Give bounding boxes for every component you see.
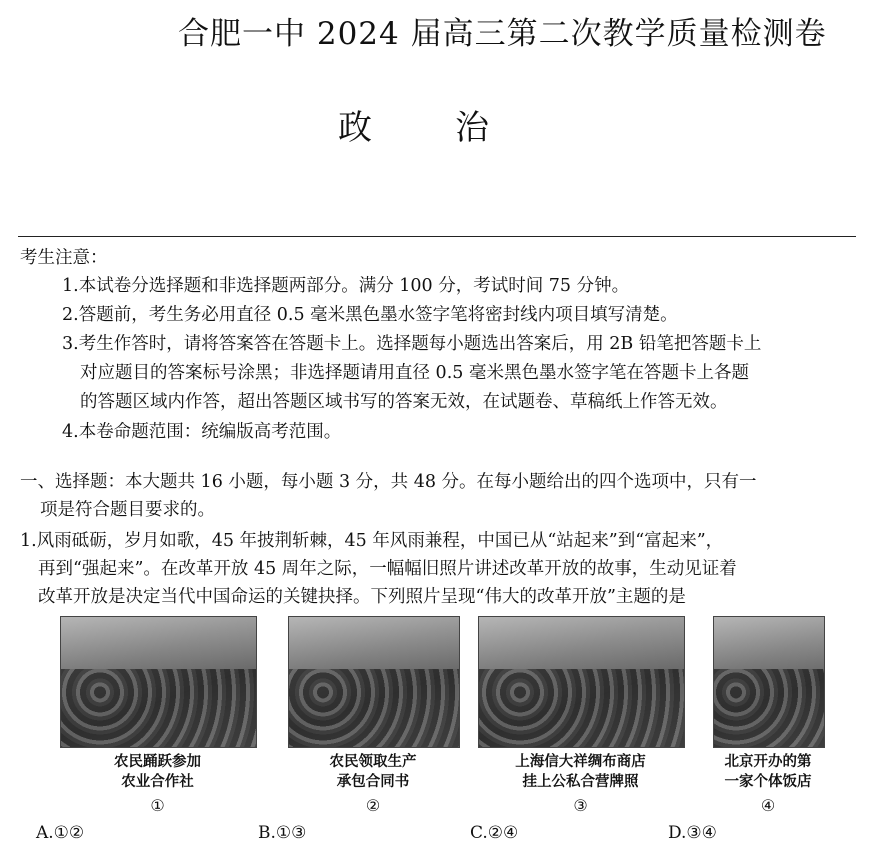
photo-2-caption xyxy=(288,752,458,792)
section-heading-line2: 项是符合题目要求的。 xyxy=(40,500,215,520)
section-heading-line1: 一、选择题：本大题共 16 小题，每小题 3 分，共 48 分。在每小题给出的四个选项中，只有一 xyxy=(20,472,757,492)
notice-item-3-cont-1: 对应题目的答案标号涂黑；非选择题请用直径 0.5 毫米黑色墨水签字笔在答题卡上各题 xyxy=(80,363,749,383)
photo-4-caption-line1: 北京开办的第 xyxy=(724,754,812,770)
photo-3-caption-line2: 挂上公私合营牌照 xyxy=(522,774,639,790)
photo-1-cooperative xyxy=(60,616,257,748)
option-b[interactable]: B.①③ xyxy=(258,823,307,843)
photo-3-caption xyxy=(478,752,683,792)
photo-3-number: ③ xyxy=(573,796,588,815)
photo-2-caption-line1: 农民领取生产 xyxy=(329,754,417,770)
subject-char-1: 政 xyxy=(338,108,372,148)
photo-4-restaurant xyxy=(713,616,825,748)
photo-1-caption-line2: 农业合作社 xyxy=(121,774,194,790)
photo-3-shop xyxy=(478,616,685,748)
notice-item-2: 2.答题前，考生务必用直径 0.5 毫米黑色墨水签字笔将密封线内项目填写清楚。 xyxy=(62,305,678,325)
photo-1-number: ① xyxy=(150,796,165,815)
photo-1-caption-line1: 农民踊跃参加 xyxy=(114,754,201,770)
notice-item-3: 3.考生作答时，请将答案答在答题卡上。选择题每小题选出答案后，用 2B 铅笔把答题卡上 xyxy=(62,334,762,354)
photo-3-caption-line1: 上海信大祥绸布商店 xyxy=(515,754,646,770)
notice-item-4: 4.本卷命题范围：统编版高考范围。 xyxy=(62,422,342,442)
option-d[interactable]: D.③④ xyxy=(668,823,717,843)
exam-title: 合肥一中 2024 届高三第二次教学质量检测卷 xyxy=(178,16,827,52)
photo-1-caption xyxy=(60,752,255,792)
option-a[interactable]: A.①② xyxy=(36,823,85,843)
photo-2-number: ② xyxy=(365,796,381,815)
header-divider xyxy=(18,236,856,237)
subject-char-2: 治 xyxy=(455,108,489,148)
question-1-line2: 再到“强起来”。在改革开放 45 周年之际，一幅幅旧照片讲述改革开放的故事，生动见证着 xyxy=(38,559,737,579)
photo-4-caption xyxy=(708,752,828,792)
option-c[interactable]: C.②④ xyxy=(470,823,519,843)
photo-2-contract xyxy=(288,616,460,748)
question-1-line3: 改革开放是决定当代中国命运的关键抉择。下列照片呈现“伟大的改革开放”主题的是 xyxy=(38,587,686,607)
photo-4-number: ④ xyxy=(760,796,776,815)
notice-heading: 考生注意： xyxy=(20,248,108,268)
photo-2-caption-line2: 承包合同书 xyxy=(336,774,410,790)
notice-item-1: 1.本试卷分选择题和非选择题两部分。满分 100 分，考试时间 75 分钟。 xyxy=(62,276,630,296)
photo-4-caption-line2: 一家个体饭店 xyxy=(724,774,812,790)
notice-item-3-cont-2: 的答题区域内作答，超出答题区域书写的答案无效，在试题卷、草稿纸上作答无效。 xyxy=(80,392,728,412)
question-1-line1: 1.风雨砥砺，岁月如歌，45 年披荆斩棘，45 年风雨兼程，中国已从“站起来”到“富起来”， xyxy=(20,531,724,551)
